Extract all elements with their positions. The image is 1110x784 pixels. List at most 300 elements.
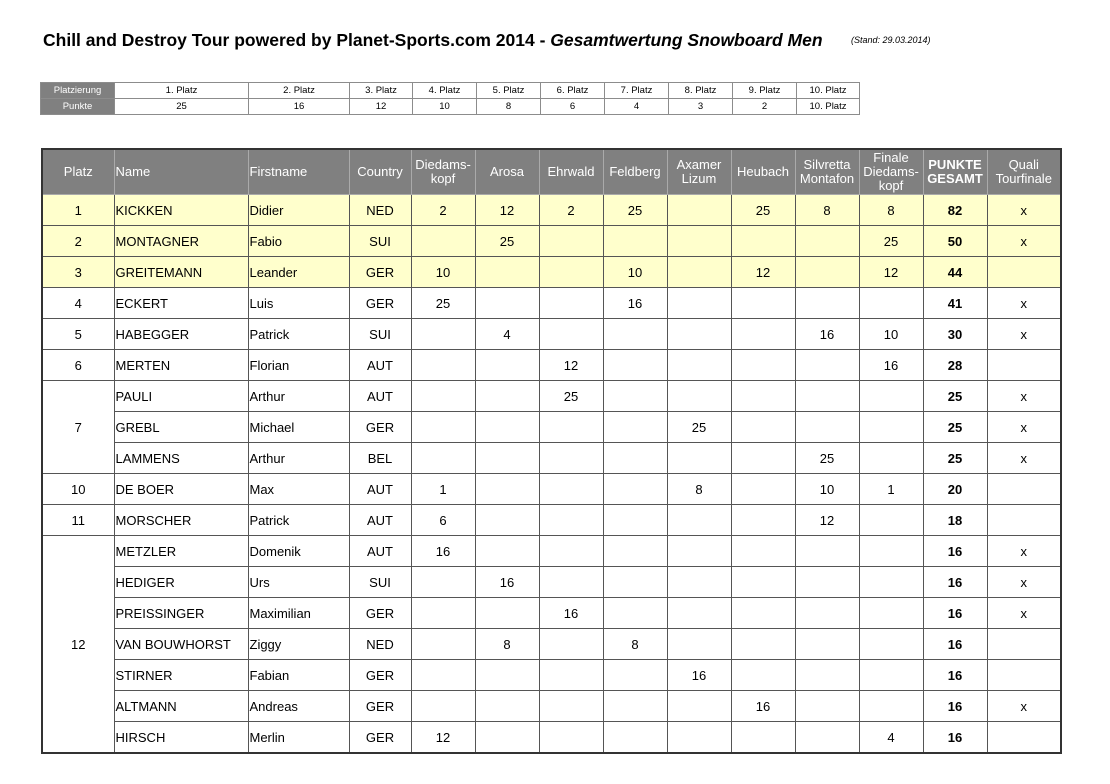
name-cell: ECKERT <box>114 288 248 319</box>
event-points-cell <box>411 381 475 412</box>
event-points-cell <box>475 350 539 381</box>
event-points-cell: 2 <box>539 195 603 226</box>
ranking-table <box>41 148 1062 754</box>
event-points-cell <box>667 629 731 660</box>
scale-points-cell: 2 <box>733 99 797 115</box>
event-points-cell <box>603 722 667 754</box>
event-points-cell <box>603 381 667 412</box>
total-points-cell: 16 <box>923 722 987 754</box>
event-points-cell: 12 <box>859 257 923 288</box>
table-row <box>42 505 1061 536</box>
page-title <box>43 30 823 51</box>
event-points-cell <box>411 567 475 598</box>
event-points-cell <box>603 536 667 567</box>
event-points-cell <box>603 319 667 350</box>
total-points-cell: 30 <box>923 319 987 350</box>
event-points-cell <box>667 722 731 754</box>
quali-cell: x <box>987 412 1061 443</box>
event-points-cell: 25 <box>731 195 795 226</box>
platz-cell: 6 <box>42 350 114 381</box>
event-points-cell: 12 <box>475 195 539 226</box>
quali-cell: x <box>987 691 1061 722</box>
event-points-cell <box>859 412 923 443</box>
event-points-cell <box>731 629 795 660</box>
event-points-cell: 16 <box>795 319 859 350</box>
event-points-cell <box>667 381 731 412</box>
country-cell: GER <box>349 412 411 443</box>
quali-cell <box>987 474 1061 505</box>
event-points-cell: 4 <box>859 722 923 754</box>
event-points-cell <box>859 567 923 598</box>
event-points-cell <box>475 660 539 691</box>
platz-cell: 3 <box>42 257 114 288</box>
column-header: Diedams- kopf <box>411 149 475 195</box>
event-points-cell <box>731 660 795 691</box>
event-points-cell <box>795 567 859 598</box>
event-points-cell <box>667 257 731 288</box>
scale-points-cell: 16 <box>249 99 350 115</box>
event-points-cell <box>475 443 539 474</box>
table-row <box>42 288 1061 319</box>
platz-cell: 2 <box>42 226 114 257</box>
event-points-cell <box>795 660 859 691</box>
firstname-cell: Patrick <box>248 319 349 350</box>
event-points-cell: 25 <box>411 288 475 319</box>
table-row <box>42 474 1061 505</box>
platz-cell: 7 <box>42 381 114 474</box>
event-points-cell <box>411 443 475 474</box>
name-cell: HIRSCH <box>114 722 248 754</box>
platz-cell: 4 <box>42 288 114 319</box>
event-points-cell <box>667 350 731 381</box>
scale-place-cell: 6. Platz <box>541 83 605 99</box>
title-sub: Gesamtwertung Snowboard Men <box>550 30 823 50</box>
name-cell: LAMMENS <box>114 443 248 474</box>
event-points-cell: 8 <box>795 195 859 226</box>
country-cell: NED <box>349 195 411 226</box>
event-points-cell <box>731 288 795 319</box>
event-points-cell <box>539 691 603 722</box>
event-points-cell: 25 <box>667 412 731 443</box>
event-points-cell <box>475 691 539 722</box>
name-cell: METZLER <box>114 536 248 567</box>
event-points-cell <box>539 257 603 288</box>
event-points-cell: 16 <box>411 536 475 567</box>
total-points-cell: 28 <box>923 350 987 381</box>
quali-cell: x <box>987 443 1061 474</box>
event-points-cell <box>795 350 859 381</box>
firstname-cell: Maximilian <box>248 598 349 629</box>
event-points-cell <box>411 598 475 629</box>
quali-cell <box>987 257 1061 288</box>
event-points-cell <box>667 567 731 598</box>
event-points-cell <box>475 536 539 567</box>
table-body <box>42 195 1061 754</box>
firstname-cell: Leander <box>248 257 349 288</box>
platz-cell: 11 <box>42 505 114 536</box>
event-points-cell <box>667 226 731 257</box>
event-points-cell <box>859 505 923 536</box>
country-cell: AUT <box>349 381 411 412</box>
event-points-cell <box>539 443 603 474</box>
event-points-cell <box>539 412 603 443</box>
event-points-cell: 10 <box>411 257 475 288</box>
platz-cell: 5 <box>42 319 114 350</box>
scale-points-cell: 10 <box>413 99 477 115</box>
column-header: Feldberg <box>603 149 667 195</box>
event-points-cell <box>539 722 603 754</box>
quali-cell: x <box>987 567 1061 598</box>
stand-date: (Stand: 29.03.2014) <box>851 35 931 45</box>
event-points-cell <box>411 660 475 691</box>
event-points-cell: 16 <box>539 598 603 629</box>
scale-place-cell: 4. Platz <box>413 83 477 99</box>
event-points-cell: 4 <box>475 319 539 350</box>
event-points-cell <box>411 691 475 722</box>
points-scale-table <box>40 82 860 115</box>
country-cell: BEL <box>349 443 411 474</box>
event-points-cell <box>667 598 731 629</box>
event-points-cell: 10 <box>603 257 667 288</box>
table-row <box>42 257 1061 288</box>
table-header-row <box>42 149 1061 195</box>
scale-place-cell: 1. Platz <box>115 83 249 99</box>
event-points-cell <box>731 350 795 381</box>
firstname-cell: Florian <box>248 350 349 381</box>
firstname-cell: Ziggy <box>248 629 349 660</box>
event-points-cell <box>795 598 859 629</box>
country-cell: AUT <box>349 474 411 505</box>
firstname-cell: Michael <box>248 412 349 443</box>
column-header: Ehrwald <box>539 149 603 195</box>
event-points-cell <box>859 288 923 319</box>
column-header: Country <box>349 149 411 195</box>
platz-cell: 12 <box>42 536 114 754</box>
event-points-cell <box>859 660 923 691</box>
total-points-cell: 16 <box>923 567 987 598</box>
total-points-cell: 25 <box>923 412 987 443</box>
total-points-cell: 16 <box>923 629 987 660</box>
event-points-cell <box>475 474 539 505</box>
country-cell: GER <box>349 257 411 288</box>
country-cell: AUT <box>349 350 411 381</box>
quali-cell: x <box>987 536 1061 567</box>
event-points-cell: 8 <box>603 629 667 660</box>
event-points-cell <box>539 319 603 350</box>
quali-cell <box>987 350 1061 381</box>
event-points-cell <box>603 474 667 505</box>
firstname-cell: Andreas <box>248 691 349 722</box>
event-points-cell <box>731 598 795 629</box>
firstname-cell: Domenik <box>248 536 349 567</box>
event-points-cell <box>475 412 539 443</box>
event-points-cell <box>731 567 795 598</box>
event-points-cell <box>795 257 859 288</box>
firstname-cell: Fabio <box>248 226 349 257</box>
event-points-cell <box>603 660 667 691</box>
quali-cell <box>987 722 1061 754</box>
column-header: Heubach <box>731 149 795 195</box>
country-cell: GER <box>349 288 411 319</box>
firstname-cell: Merlin <box>248 722 349 754</box>
column-header: Name <box>114 149 248 195</box>
event-points-cell <box>411 319 475 350</box>
event-points-cell: 10 <box>859 319 923 350</box>
event-points-cell: 1 <box>859 474 923 505</box>
table-row <box>42 443 1061 474</box>
event-points-cell <box>475 505 539 536</box>
event-points-cell <box>667 536 731 567</box>
column-header: Platz <box>42 149 114 195</box>
event-points-cell: 16 <box>731 691 795 722</box>
name-cell: GREITEMANN <box>114 257 248 288</box>
event-points-cell <box>603 598 667 629</box>
table-row <box>42 536 1061 567</box>
scale-points-cell: 3 <box>669 99 733 115</box>
name-cell: GREBL <box>114 412 248 443</box>
event-points-cell <box>731 226 795 257</box>
country-cell: SUI <box>349 567 411 598</box>
platz-cell: 10 <box>42 474 114 505</box>
column-header: Axamer Lizum <box>667 149 731 195</box>
event-points-cell <box>539 288 603 319</box>
country-cell: GER <box>349 660 411 691</box>
quali-cell <box>987 629 1061 660</box>
event-points-cell <box>603 443 667 474</box>
event-points-cell <box>539 629 603 660</box>
total-points-cell: 18 <box>923 505 987 536</box>
event-points-cell: 25 <box>795 443 859 474</box>
total-points-cell: 41 <box>923 288 987 319</box>
event-points-cell <box>859 536 923 567</box>
event-points-cell: 6 <box>411 505 475 536</box>
table-row <box>42 350 1061 381</box>
scale-place-cell: 5. Platz <box>477 83 541 99</box>
event-points-cell <box>731 474 795 505</box>
country-cell: AUT <box>349 505 411 536</box>
quali-cell: x <box>987 226 1061 257</box>
event-points-cell <box>731 505 795 536</box>
scale-place-cell: 9. Platz <box>733 83 797 99</box>
scale-label-placement: Platzierung <box>41 83 115 99</box>
scale-place-cell: 10. Platz <box>797 83 860 99</box>
event-points-cell: 16 <box>859 350 923 381</box>
total-points-cell: 82 <box>923 195 987 226</box>
scale-place-cell: 3. Platz <box>350 83 413 99</box>
scale-row-places <box>41 83 860 99</box>
event-points-cell <box>603 567 667 598</box>
event-points-cell <box>603 412 667 443</box>
name-cell: MORSCHER <box>114 505 248 536</box>
event-points-cell <box>667 319 731 350</box>
event-points-cell <box>731 722 795 754</box>
platz-cell: 1 <box>42 195 114 226</box>
country-cell: NED <box>349 629 411 660</box>
name-cell: KICKKEN <box>114 195 248 226</box>
column-header: PUNKTE GESAMT <box>923 149 987 195</box>
name-cell: PAULI <box>114 381 248 412</box>
event-points-cell <box>539 226 603 257</box>
quali-cell: x <box>987 288 1061 319</box>
event-points-cell <box>859 598 923 629</box>
event-points-cell <box>411 226 475 257</box>
scale-label-points: Punkte <box>41 99 115 115</box>
event-points-cell <box>731 412 795 443</box>
column-header: Arosa <box>475 149 539 195</box>
event-points-cell: 8 <box>667 474 731 505</box>
event-points-cell <box>539 536 603 567</box>
table-row <box>42 629 1061 660</box>
quali-cell: x <box>987 195 1061 226</box>
event-points-cell: 25 <box>539 381 603 412</box>
event-points-cell <box>475 722 539 754</box>
event-points-cell <box>603 505 667 536</box>
column-header: Finale Diedams- kopf <box>859 149 923 195</box>
total-points-cell: 50 <box>923 226 987 257</box>
event-points-cell: 12 <box>411 722 475 754</box>
total-points-cell: 16 <box>923 536 987 567</box>
firstname-cell: Arthur <box>248 381 349 412</box>
event-points-cell <box>795 412 859 443</box>
table-row <box>42 195 1061 226</box>
event-points-cell: 1 <box>411 474 475 505</box>
total-points-cell: 25 <box>923 443 987 474</box>
event-points-cell: 16 <box>475 567 539 598</box>
quali-cell: x <box>987 381 1061 412</box>
name-cell: STIRNER <box>114 660 248 691</box>
scale-points-cell: 8 <box>477 99 541 115</box>
column-header: Firstname <box>248 149 349 195</box>
name-cell: VAN BOUWHORST <box>114 629 248 660</box>
country-cell: AUT <box>349 536 411 567</box>
event-points-cell <box>859 443 923 474</box>
firstname-cell: Fabian <box>248 660 349 691</box>
name-cell: HABEGGER <box>114 319 248 350</box>
event-points-cell: 16 <box>667 660 731 691</box>
event-points-cell <box>475 598 539 629</box>
event-points-cell: 25 <box>603 195 667 226</box>
event-points-cell <box>731 536 795 567</box>
event-points-cell: 12 <box>731 257 795 288</box>
table-row <box>42 319 1061 350</box>
table-row <box>42 691 1061 722</box>
name-cell: DE BOER <box>114 474 248 505</box>
table-row <box>42 722 1061 754</box>
table-row <box>42 412 1061 443</box>
event-points-cell <box>667 691 731 722</box>
scale-points-cell: 25 <box>115 99 249 115</box>
scale-points-cell: 10. Platz <box>797 99 860 115</box>
event-points-cell: 25 <box>859 226 923 257</box>
event-points-cell: 12 <box>795 505 859 536</box>
name-cell: HEDIGER <box>114 567 248 598</box>
event-points-cell: 2 <box>411 195 475 226</box>
event-points-cell <box>795 288 859 319</box>
firstname-cell: Arthur <box>248 443 349 474</box>
event-points-cell <box>859 381 923 412</box>
table-row <box>42 567 1061 598</box>
event-points-cell <box>795 629 859 660</box>
country-cell: GER <box>349 691 411 722</box>
total-points-cell: 16 <box>923 691 987 722</box>
name-cell: MONTAGNER <box>114 226 248 257</box>
firstname-cell: Didier <box>248 195 349 226</box>
total-points-cell: 20 <box>923 474 987 505</box>
country-cell: GER <box>349 722 411 754</box>
event-points-cell <box>795 536 859 567</box>
event-points-cell <box>475 257 539 288</box>
event-points-cell <box>795 226 859 257</box>
event-points-cell <box>475 288 539 319</box>
table-row <box>42 381 1061 412</box>
total-points-cell: 25 <box>923 381 987 412</box>
country-cell: SUI <box>349 226 411 257</box>
event-points-cell <box>795 722 859 754</box>
quali-cell <box>987 505 1061 536</box>
event-points-cell: 8 <box>859 195 923 226</box>
country-cell: GER <box>349 598 411 629</box>
event-points-cell <box>603 226 667 257</box>
firstname-cell: Urs <box>248 567 349 598</box>
event-points-cell <box>731 319 795 350</box>
name-cell: MERTEN <box>114 350 248 381</box>
event-points-cell <box>731 381 795 412</box>
scale-row-points <box>41 99 860 115</box>
event-points-cell: 10 <box>795 474 859 505</box>
quali-cell <box>987 660 1061 691</box>
event-points-cell: 12 <box>539 350 603 381</box>
event-points-cell <box>667 505 731 536</box>
firstname-cell: Luis <box>248 288 349 319</box>
country-cell: SUI <box>349 319 411 350</box>
event-points-cell: 25 <box>475 226 539 257</box>
event-points-cell <box>667 195 731 226</box>
total-points-cell: 44 <box>923 257 987 288</box>
event-points-cell <box>603 350 667 381</box>
event-points-cell <box>603 691 667 722</box>
event-points-cell <box>539 474 603 505</box>
event-points-cell <box>411 350 475 381</box>
firstname-cell: Patrick <box>248 505 349 536</box>
event-points-cell <box>539 567 603 598</box>
total-points-cell: 16 <box>923 598 987 629</box>
name-cell: PREISSINGER <box>114 598 248 629</box>
column-header: Silvretta Montafon <box>795 149 859 195</box>
event-points-cell <box>539 660 603 691</box>
scale-place-cell: 2. Platz <box>249 83 350 99</box>
table-row <box>42 226 1061 257</box>
event-points-cell <box>731 443 795 474</box>
column-header: Quali Tourfinale <box>987 149 1061 195</box>
name-cell: ALTMANN <box>114 691 248 722</box>
event-points-cell <box>667 443 731 474</box>
quali-cell: x <box>987 598 1061 629</box>
event-points-cell <box>667 288 731 319</box>
event-points-cell <box>859 691 923 722</box>
scale-place-cell: 8. Platz <box>669 83 733 99</box>
event-points-cell <box>859 629 923 660</box>
scale-points-cell: 6 <box>541 99 605 115</box>
quali-cell: x <box>987 319 1061 350</box>
title-main: Chill and Destroy Tour powered by Planet-Sports.com 2014 - <box>43 30 551 50</box>
firstname-cell: Max <box>248 474 349 505</box>
event-points-cell <box>411 412 475 443</box>
scale-points-cell: 12 <box>350 99 413 115</box>
event-points-cell <box>475 381 539 412</box>
event-points-cell <box>795 381 859 412</box>
scale-points-cell: 4 <box>605 99 669 115</box>
event-points-cell <box>795 691 859 722</box>
